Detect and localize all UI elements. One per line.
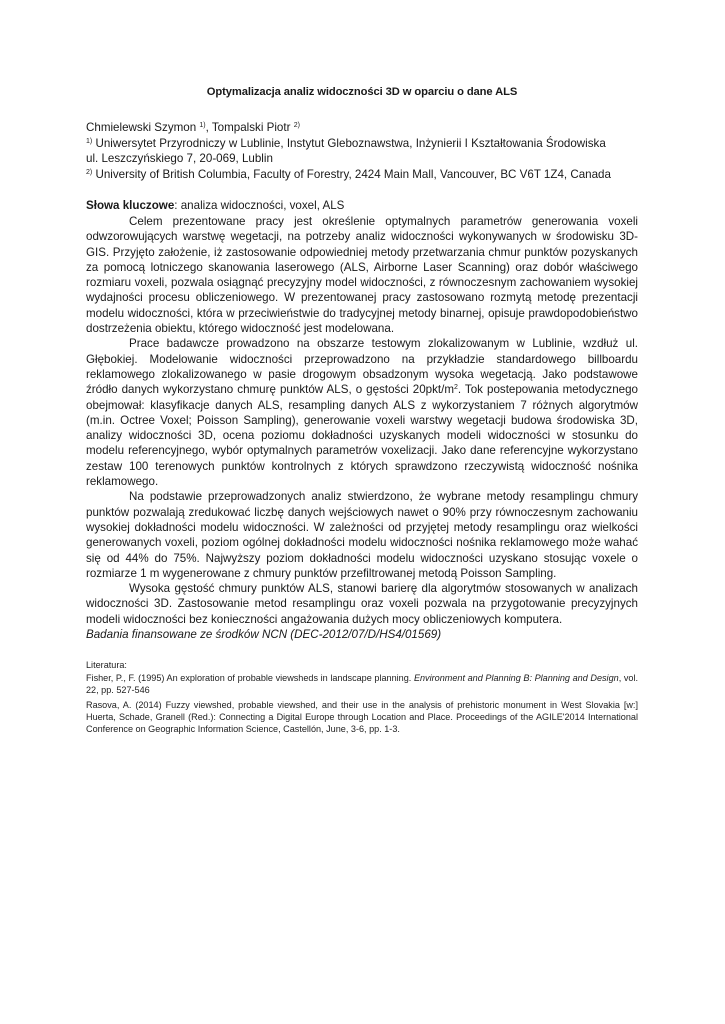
affiliation-1-line1: Uniwersytet Przyrodniczy w Lublinie, Instytut Gleboznawstwa, Inżynierii I Kształtowania Środowiska bbox=[92, 136, 606, 150]
funding-note: Badania finansowane ze środków NCN (DEC-2012/07/D/HS4/01569) bbox=[86, 627, 442, 641]
abstract-paragraph-2 bbox=[86, 336, 638, 489]
keywords-value: : analiza widoczności, voxel, ALS bbox=[174, 199, 345, 213]
reference-fisher bbox=[86, 672, 638, 696]
affiliation-2-sup: 2) bbox=[86, 168, 93, 176]
author-2-sup: 2) bbox=[293, 122, 300, 129]
abstract-paragraph-3: Na podstawie przeprowadzonych analiz stwierdzono, że wybrane metody resamplingu chmury punktów pozwalają zredukować liczbę danych wejściowych nawet o 90% przy równoczesnym zachowaniu wysokiej dokładności modelu widoczności. W zależności od przyjętej metody resamplingu oraz wielkości generowanych voxeli, poziom ogólnej dokładności modelu widoczności nośnika reklamowego może wahać się od 44% do 75%. Najwyższy poziom dokładności modelu widoczności uzyskano stosując voxele o rozmiarze 1 m wygenerowane z chmury punktów przefiltrowanej metodą Poisson Sampling. bbox=[86, 490, 638, 580]
reference-fisher-text: Fisher, P., F. (1995) An exploration of probable viewsheds in landscape planning. bbox=[86, 673, 414, 684]
affiliation-2 bbox=[86, 167, 638, 183]
affiliation-1-sup: 1) bbox=[86, 137, 93, 145]
reference-rasova: Rasova, A. (2014) Fuzzy viewshed, probable viewshed, and their use in the analysis of prehistoric monument in West Slovakia [w:] Huerta, Schade, Granell (Red.): Connecting a Digital Europe through Location and Place. Proceedings of the AGILE'2014 International Conference on Geographic Information Science, Castellón, June, 3-6, pp. 1-3. bbox=[86, 699, 638, 734]
author-chmielewski: Chmielewski Szymon bbox=[86, 121, 200, 134]
keywords-line bbox=[86, 198, 638, 214]
references-section bbox=[86, 659, 638, 735]
affiliation-1 bbox=[86, 136, 638, 152]
document-title: Optymalizacja analiz widoczności 3D w oparciu o dane ALS bbox=[206, 86, 518, 98]
affiliation-1-address: ul. Leszczyńskiego 7, 20-069, Lublin bbox=[86, 152, 273, 166]
author-separator: , bbox=[205, 121, 212, 134]
abstract-paragraph-4: Wysoka gęstość chmury punktów ALS, stanowi barierę dla algorytmów stosowanych w analizach widoczności 3D. Zastosowanie metod resamplingu oraz voxeli pozwala na przygotowanie precyzyjnych modeli widoczności bez konieczności angażowania dużych mocy obliczeniowych komputera. bbox=[86, 582, 638, 626]
reference-fisher-journal: Environment and Planning B: Planning and Design bbox=[413, 673, 619, 684]
paragraph-2-text-b: . Tok postepowania metodycznego obejmował: klasyfikacje danych ALS, resampling danych ALS z wykorzystaniem 7 różnych algorytmów (m.in. Octree Voxel; Poisson Sampling), generowanie voxeli warstwy wegetacji budowa środowiska 3D, analizy widoczności 3D, ocena poziomu dokładności uzyskanych modeli widoczności w stosunku do modelu referencyjnego, wybór optymalnych parametrów voxelizacji. Jako dane referencyjne wykorzystano zestaw 100 terenowych punktów kontrolnych z których sprawdzono rzeczywistą widoczność nośnika reklamowego. bbox=[86, 383, 638, 489]
keywords-label: Słowa kluczowe bbox=[86, 199, 175, 213]
density-unit-sup: 2 bbox=[453, 384, 458, 392]
authors-line bbox=[86, 120, 638, 136]
reference-fisher-details: , vol. 22, pp. 527-546 bbox=[86, 673, 638, 696]
paragraph-2-text-a: Prace badawcze prowadzono na obszarze testowym zlokalizowanym w Lublinie, wzdłuż ul. Głębokiej. Modelowanie widoczności przeprowadzono na przykładzie standardowego billboardu reklamowego zlokalizowanego w pasie drogowym obsadzonym wysoka wegetacją. Jako podstawowe źródło danych wykorzystano chmurę punktów ALS, o gęstości 20pkt/m bbox=[86, 337, 638, 397]
author-1-sup: 1) bbox=[199, 122, 206, 129]
references-heading: Literatura: bbox=[86, 660, 127, 671]
authors-block bbox=[86, 120, 638, 182]
abstract-paragraph-1: Celem prezentowane pracy jest określenie optymalnych parametrów generowania voxeli odwzorowujących warstwę wegetacji, na potrzeby analiz widoczności wykonywanych w środowisku 3D-GIS. Przyjęto założenie, iż zastosowanie odpowiedniej metody przetwarzania chmur punktów pozyskanych za pomocą lotniczego skanowania laserowego (ALS, Airborne Laser Scanning) oraz dobór właściwego rozmiaru voxeli, pozwala osiągnąć precyzyjny model widoczności, z równoczesnym zachowaniem wysokiej wydajności procesu obliczeniowego. W prezentowanej pracy zastosowano rozmytą metodę prezentacji modelu widoczności, która w przeciwieństwie do tradycyjnej metody binarnej, opisuje prawdopodobieństwo dostrzeżenia obiektu, którego widoczność jest modelowana. bbox=[86, 214, 638, 336]
document-page bbox=[86, 86, 638, 737]
affiliation-2-line1: University of British Columbia, Faculty of Forestry, 2424 Main Mall, Vancouver, BC V6T 1Z4, Canada bbox=[92, 167, 611, 181]
author-tompalski: Tompalski Piotr bbox=[211, 121, 294, 134]
